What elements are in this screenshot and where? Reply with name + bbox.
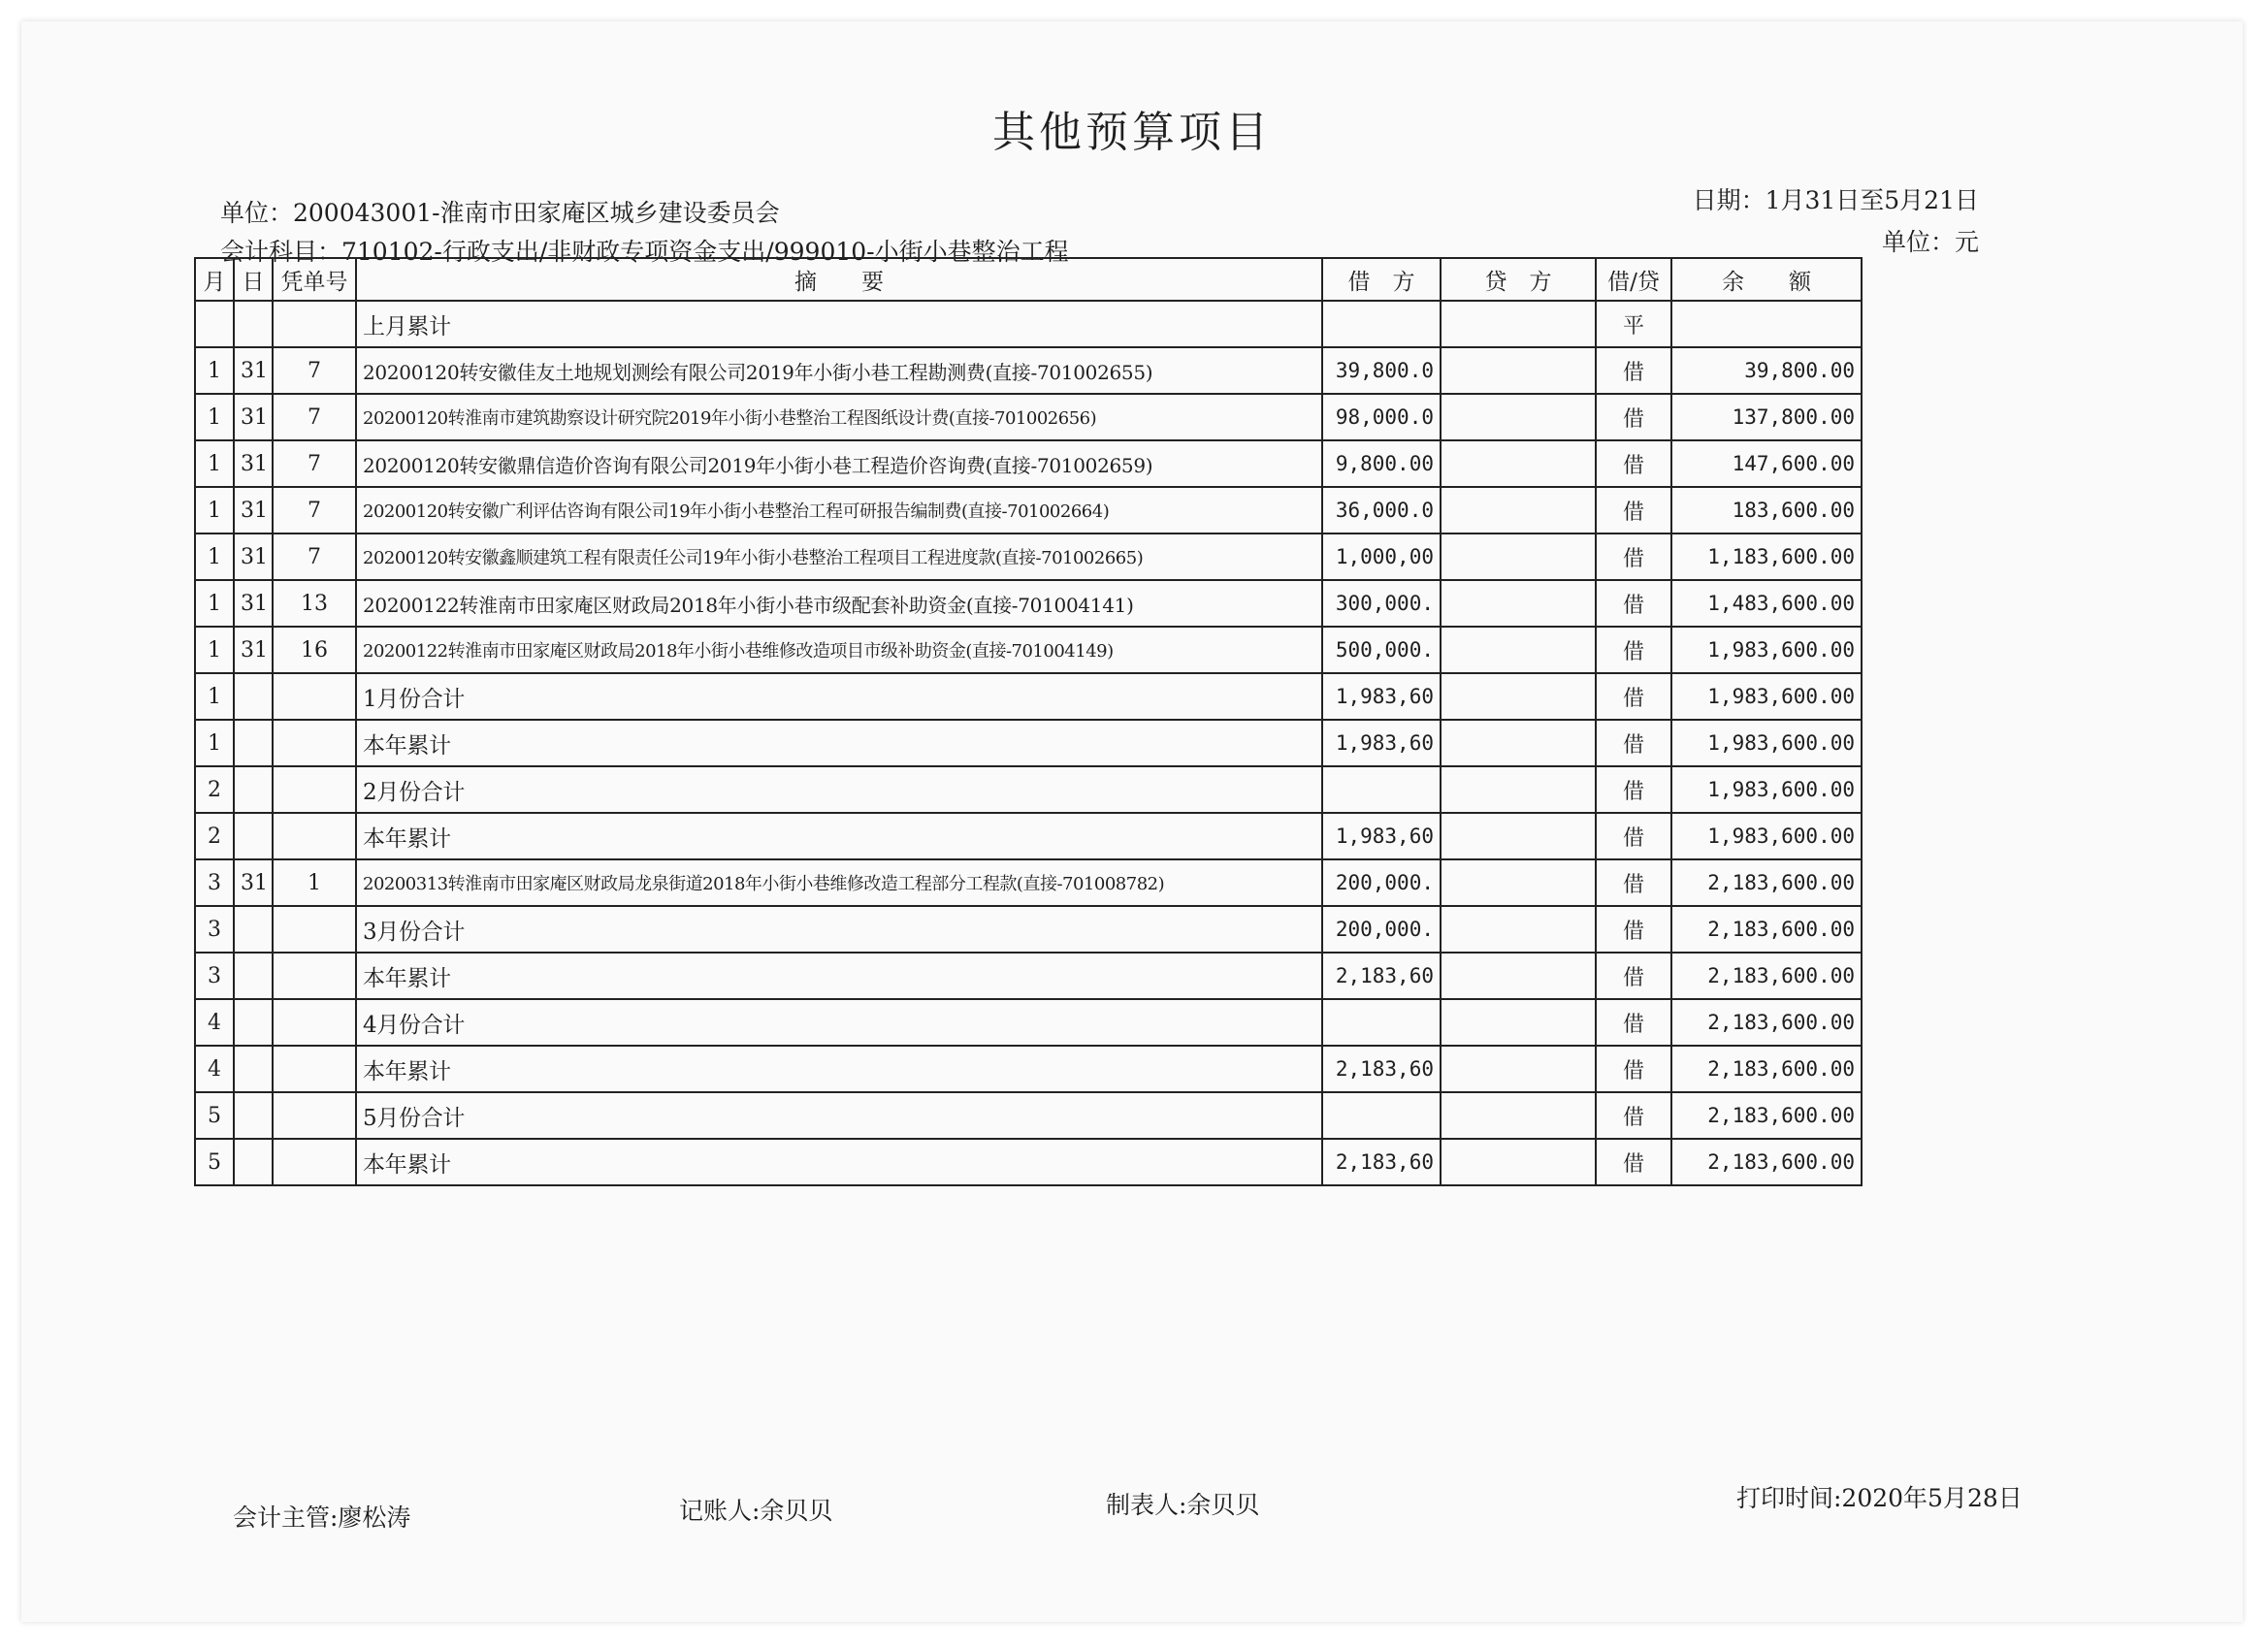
cell-day: 31: [234, 859, 273, 906]
cell-balance: 2,183,600.00: [1671, 906, 1862, 953]
cell-day: [234, 673, 273, 720]
cell-credit: [1441, 999, 1596, 1046]
cell-day: [234, 813, 273, 859]
cell-direction: 借: [1596, 534, 1671, 580]
table-row: [195, 487, 1862, 534]
table-row: [195, 580, 1862, 627]
cell-voucher: 7: [273, 534, 356, 580]
cell-day: [234, 999, 273, 1046]
date-range: 日期：1月31日至5月21日: [1692, 186, 1979, 214]
cell-summary: 20200122转淮南市田家庵区财政局2018年小街小巷维修改造项目市级补助资金(直接-701004149): [356, 627, 1322, 673]
cell-credit: [1441, 766, 1596, 813]
cell-direction: 借: [1596, 580, 1671, 627]
cell-debit: 500,000.: [1322, 627, 1441, 673]
cell-balance: [1671, 301, 1862, 347]
cell-credit: [1441, 953, 1596, 999]
cell-direction: 借: [1596, 813, 1671, 859]
cell-credit: [1441, 1092, 1596, 1139]
header-voucher: 凭单号: [273, 258, 356, 301]
cell-balance: 2,183,600.00: [1671, 999, 1862, 1046]
cell-voucher: 7: [273, 347, 356, 394]
cell-debit: 1,983,60: [1322, 673, 1441, 720]
cell-voucher: [273, 953, 356, 999]
cell-direction: 借: [1596, 627, 1671, 673]
cell-voucher: [273, 906, 356, 953]
header-direction: 借/贷: [1596, 258, 1671, 301]
header-balance: 余 额: [1671, 258, 1862, 301]
bookkeeper: 记账人:余贝贝: [679, 1497, 833, 1525]
table-row: [195, 953, 1862, 999]
cell-month: 3: [195, 953, 234, 999]
cell-balance: 147,600.00: [1671, 440, 1862, 487]
cell-month: 3: [195, 906, 234, 953]
cell-debit: 2,183,60: [1322, 1046, 1441, 1092]
cell-debit: 1,000,00: [1322, 534, 1441, 580]
table-row: [195, 906, 1862, 953]
cell-direction: 借: [1596, 766, 1671, 813]
cell-credit: [1441, 347, 1596, 394]
cell-debit: [1322, 1092, 1441, 1139]
cell-credit: [1441, 906, 1596, 953]
cell-month: 1: [195, 673, 234, 720]
cell-balance: 1,483,600.00: [1671, 580, 1862, 627]
cell-debit: [1322, 766, 1441, 813]
cell-day: [234, 953, 273, 999]
cell-credit: [1441, 813, 1596, 859]
ledger-body: [195, 301, 1862, 1185]
cell-month: 1: [195, 347, 234, 394]
cell-debit: 98,000.0: [1322, 394, 1441, 440]
cell-day: [234, 766, 273, 813]
cell-direction: 借: [1596, 720, 1671, 766]
cell-balance: 1,983,600.00: [1671, 720, 1862, 766]
cell-summary: 上月累计: [356, 301, 1322, 347]
cell-month: 2: [195, 766, 234, 813]
cell-day: 31: [234, 347, 273, 394]
cell-debit: [1322, 301, 1441, 347]
table-row: [195, 394, 1862, 440]
table-row: [195, 720, 1862, 766]
cell-voucher: 16: [273, 627, 356, 673]
cell-credit: [1441, 534, 1596, 580]
cell-credit: [1441, 440, 1596, 487]
cell-voucher: [273, 813, 356, 859]
cell-month: 1: [195, 440, 234, 487]
cell-credit: [1441, 1139, 1596, 1185]
table-row: [195, 1139, 1862, 1185]
cell-voucher: 7: [273, 487, 356, 534]
table-row: [195, 347, 1862, 394]
cell-voucher: [273, 1139, 356, 1185]
cell-balance: 1,183,600.00: [1671, 534, 1862, 580]
cell-voucher: [273, 673, 356, 720]
cell-debit: 39,800.0: [1322, 347, 1441, 394]
cell-balance: 2,183,600.00: [1671, 859, 1862, 906]
cell-credit: [1441, 720, 1596, 766]
table-row: [195, 1092, 1862, 1139]
cell-month: 4: [195, 999, 234, 1046]
cell-day: 31: [234, 534, 273, 580]
table-row: [195, 440, 1862, 487]
cell-summary: 本年累计: [356, 1139, 1322, 1185]
cell-debit: [1322, 999, 1441, 1046]
cell-summary: 20200313转淮南市田家庵区财政局龙泉街道2018年小街小巷维修改造工程部分工程款(直接-701008782): [356, 859, 1322, 906]
cell-direction: 借: [1596, 1092, 1671, 1139]
cell-day: [234, 1139, 273, 1185]
cell-balance: 39,800.00: [1671, 347, 1862, 394]
cell-summary: 本年累计: [356, 720, 1322, 766]
cell-voucher: [273, 999, 356, 1046]
cell-day: 31: [234, 440, 273, 487]
cell-month: 4: [195, 1046, 234, 1092]
cell-credit: [1441, 394, 1596, 440]
cell-direction: 借: [1596, 953, 1671, 999]
cell-debit: 1,983,60: [1322, 720, 1441, 766]
cell-summary: 本年累计: [356, 813, 1322, 859]
preparer: 制表人:余贝贝: [1106, 1491, 1260, 1519]
cell-direction: 借: [1596, 394, 1671, 440]
cell-summary: 20200120转安徽佳友土地规划测绘有限公司2019年小街小巷工程勘测费(直接-701002655): [356, 347, 1322, 394]
accounting-supervisor: 会计主管:廖松涛: [233, 1504, 411, 1532]
cell-day: [234, 906, 273, 953]
cell-day: 31: [234, 487, 273, 534]
cell-day: [234, 301, 273, 347]
cell-voucher: 7: [273, 440, 356, 487]
cell-month: 3: [195, 859, 234, 906]
cell-balance: 137,800.00: [1671, 394, 1862, 440]
cell-debit: 2,183,60: [1322, 1139, 1441, 1185]
cell-day: 31: [234, 627, 273, 673]
cell-voucher: [273, 301, 356, 347]
cell-summary: 20200120转安徽广利评估咨询有限公司19年小街小巷整治工程可研报告编制费(直接-701002664): [356, 487, 1322, 534]
cell-month: 1: [195, 534, 234, 580]
table-row: [195, 999, 1862, 1046]
cell-summary: 1月份合计: [356, 673, 1322, 720]
subject-line: 会计科目：710102-行政支出/非财政专项资金支出/999010-小街小巷整治工程: [220, 238, 1069, 266]
cell-direction: 借: [1596, 1046, 1671, 1092]
cell-summary: 2月份合计: [356, 766, 1322, 813]
header-day: 日: [234, 258, 273, 301]
print-time: 打印时间:2020年5月28日: [1736, 1484, 2023, 1512]
cell-month: 1: [195, 580, 234, 627]
cell-direction: 借: [1596, 673, 1671, 720]
cell-direction: 借: [1596, 999, 1671, 1046]
cell-voucher: [273, 1046, 356, 1092]
cell-credit: [1441, 1046, 1596, 1092]
cell-voucher: 13: [273, 580, 356, 627]
cell-credit: [1441, 580, 1596, 627]
table-row: [195, 627, 1862, 673]
cell-balance: 2,183,600.00: [1671, 953, 1862, 999]
cell-day: [234, 1046, 273, 1092]
table-header-row: [195, 258, 1862, 301]
unit-line: 单位：200043001-淮南市田家庵区城乡建设委员会: [220, 199, 780, 227]
cell-month: 2: [195, 813, 234, 859]
currency-unit: 单位：元: [1881, 228, 1979, 256]
cell-voucher: [273, 1092, 356, 1139]
cell-direction: 借: [1596, 1139, 1671, 1185]
cell-debit: 300,000.: [1322, 580, 1441, 627]
cell-month: 1: [195, 487, 234, 534]
cell-debit: 9,800.00: [1322, 440, 1441, 487]
cell-credit: [1441, 673, 1596, 720]
cell-day: 31: [234, 394, 273, 440]
cell-summary: 本年累计: [356, 1046, 1322, 1092]
cell-month: 5: [195, 1139, 234, 1185]
cell-direction: 借: [1596, 906, 1671, 953]
cell-day: 31: [234, 580, 273, 627]
table-row: [195, 766, 1862, 813]
cell-balance: 1,983,600.00: [1671, 673, 1862, 720]
document-title: 其他预算项目: [992, 108, 1272, 157]
cell-month: 1: [195, 627, 234, 673]
cell-month: [195, 301, 234, 347]
table-row: [195, 534, 1862, 580]
table-row: [195, 301, 1862, 347]
cell-voucher: 7: [273, 394, 356, 440]
cell-balance: 1,983,600.00: [1671, 813, 1862, 859]
cell-direction: 平: [1596, 301, 1671, 347]
cell-direction: 借: [1596, 440, 1671, 487]
cell-balance: 2,183,600.00: [1671, 1092, 1862, 1139]
cell-direction: 借: [1596, 487, 1671, 534]
cell-balance: 2,183,600.00: [1671, 1046, 1862, 1092]
cell-direction: 借: [1596, 859, 1671, 906]
cell-day: [234, 720, 273, 766]
cell-month: 5: [195, 1092, 234, 1139]
cell-balance: 1,983,600.00: [1671, 766, 1862, 813]
cell-summary: 20200120转安徽鼎信造价咨询有限公司2019年小街小巷工程造价咨询费(直接-701002659): [356, 440, 1322, 487]
cell-debit: 2,183,60: [1322, 953, 1441, 999]
header-debit: 借 方: [1322, 258, 1441, 301]
cell-summary: 3月份合计: [356, 906, 1322, 953]
cell-voucher: [273, 720, 356, 766]
cell-voucher: [273, 766, 356, 813]
cell-summary: 4月份合计: [356, 999, 1322, 1046]
cell-summary: 本年累计: [356, 953, 1322, 999]
header-credit: 贷 方: [1441, 258, 1596, 301]
cell-day: [234, 1092, 273, 1139]
cell-summary: 20200120转淮南市建筑勘察设计研究院2019年小街小巷整治工程图纸设计费(直接-701002656): [356, 394, 1322, 440]
table-row: [195, 813, 1862, 859]
cell-month: 1: [195, 394, 234, 440]
table-row: [195, 859, 1862, 906]
cell-voucher: 1: [273, 859, 356, 906]
cell-credit: [1441, 627, 1596, 673]
cell-summary: 20200120转安徽鑫顺建筑工程有限责任公司19年小街小巷整治工程项目工程进度款(直接-701002665): [356, 534, 1322, 580]
cell-summary: 20200122转淮南市田家庵区财政局2018年小街小巷市级配套补助资金(直接-701004141): [356, 580, 1322, 627]
cell-debit: 200,000.: [1322, 859, 1441, 906]
cell-credit: [1441, 301, 1596, 347]
cell-balance: 1,983,600.00: [1671, 627, 1862, 673]
header-summary: 摘 要: [356, 258, 1322, 301]
cell-direction: 借: [1596, 347, 1671, 394]
cell-credit: [1441, 487, 1596, 534]
cell-debit: 1,983,60: [1322, 813, 1441, 859]
header-month: 月: [195, 258, 234, 301]
cell-balance: 183,600.00: [1671, 487, 1862, 534]
cell-summary: 5月份合计: [356, 1092, 1322, 1139]
table-row: [195, 1046, 1862, 1092]
cell-debit: 200,000.: [1322, 906, 1441, 953]
ledger-table: [194, 257, 1863, 1186]
table-row: [195, 673, 1862, 720]
cell-credit: [1441, 859, 1596, 906]
cell-balance: 2,183,600.00: [1671, 1139, 1862, 1185]
cell-month: 1: [195, 720, 234, 766]
cell-debit: 36,000.0: [1322, 487, 1441, 534]
